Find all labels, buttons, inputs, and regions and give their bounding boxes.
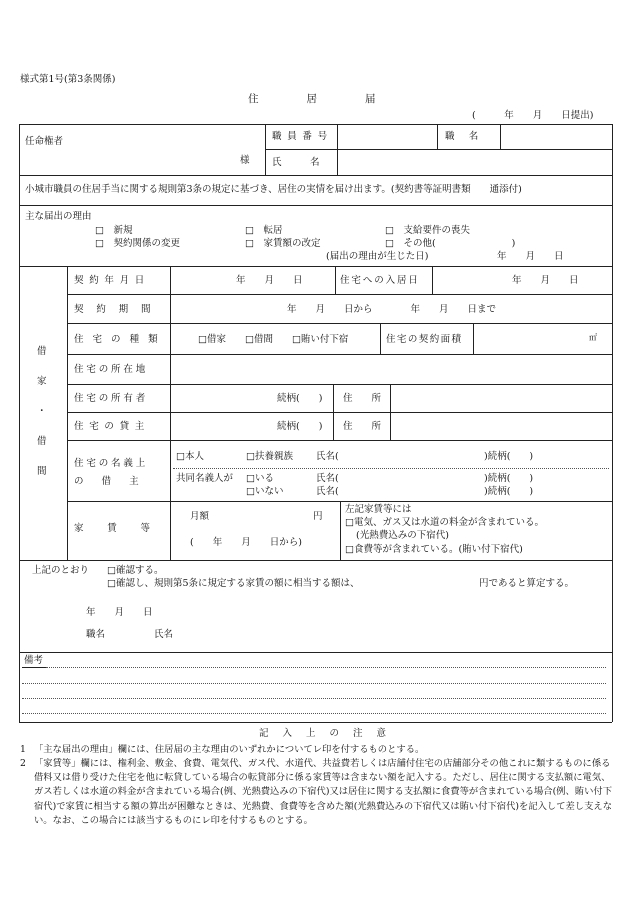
side-label-3: ・ — [37, 406, 47, 417]
staff-no-field[interactable] — [344, 128, 432, 146]
reason-new[interactable]: □ 新規 — [95, 225, 133, 236]
notes-title: 記入上の注意 — [259, 728, 401, 739]
name-field[interactable] — [344, 153, 604, 171]
rent-yen-unit: 円 — [313, 511, 323, 522]
reason-rent-change[interactable]: □ 家賃額の改定 — [245, 238, 321, 249]
reasons-label: 主な届出の理由 — [25, 211, 92, 222]
location-field[interactable] — [175, 358, 605, 378]
owner-relation[interactable]: 続柄( ) — [277, 393, 323, 404]
co-nominee-not-exists[interactable]: □いない — [246, 486, 284, 497]
rent-monthly-label: 月額 — [190, 511, 210, 522]
note-text: 「家賃等」欄には、権利金、敷金、食費、電気代、ガス代、水道代、共益費若しくは店舗付住宅の店舗部分その他これに類するものに係る借料又は借り受けた住宅を他に転貸している場合の転貸部分に係る家賃等は含まない額を記入する。ただし、居住に関する支払額に電気、ガス若しくは水道の料金が含まれている場合(例、光熱費込みの下宿代)又は居住に関する支払額に食費等が含まれている場合(例、賄い付下宿代)で家賃に相当する額の算出が困難なときは、光熱費、食費等を含めた額(光熱費込みの下宿代又は賄い付下宿代)を記入して差し支えない。なお、この場合には該当するものにレ印を付するものとする。 — [34, 758, 612, 826]
incl-utilities-note: (光熱費込みの下宿代) — [356, 530, 449, 541]
area-label: 住宅の契約面積 — [386, 334, 463, 345]
confirm-line2-end: 円であると算定する。 — [479, 578, 575, 589]
area-unit: ㎡ — [589, 333, 597, 342]
location-label: 住宅の所在地 — [74, 364, 149, 375]
side-label-5: 間 — [37, 466, 47, 477]
co-nominee-name-1: 氏名( — [316, 473, 339, 484]
confirm-name-label: 氏名 — [154, 629, 174, 640]
form-id: 様式第1号(第3条関係) — [20, 74, 116, 85]
move-in-label: 住宅への入居日 — [340, 275, 420, 286]
reason-other[interactable]: □ その他( ) — [385, 238, 516, 249]
reason-date-note: (届出の理由が生じた日) — [326, 251, 429, 262]
lessor-address-label: 住 所 — [343, 421, 382, 432]
move-in-field[interactable]: 年 月 日 — [512, 275, 579, 286]
period-field[interactable]: 年 月 日から 年 月 日まで — [287, 304, 497, 315]
co-nominee-name-2: 氏名( — [316, 486, 339, 497]
co-nominee-label: 共同名義人が — [176, 473, 234, 484]
co-nominee-relation-1[interactable]: )続柄( ) — [484, 473, 534, 484]
confirm-position-label: 職名 — [86, 629, 106, 640]
name-label: 氏名 — [272, 157, 349, 168]
co-nominee-exists[interactable]: □いる — [246, 473, 274, 484]
lessor-label: 住宅の貸主 — [74, 421, 151, 432]
position-label: 職名 — [445, 131, 493, 142]
contract-date-label: 契約年月日 — [74, 275, 151, 286]
page-title: 住居届 — [248, 93, 424, 105]
incl-utilities[interactable]: □電気、ガス又は水道の料金が含まれている。 — [345, 517, 544, 528]
staff-no-label: 職員番号 — [272, 131, 333, 142]
co-nominee-relation-2[interactable]: )続柄( ) — [484, 486, 534, 497]
nominee-name-1: 氏名( — [316, 451, 339, 462]
position-field[interactable] — [506, 128, 606, 146]
remarks-label: 備考 — [24, 655, 44, 666]
note-item — [20, 757, 612, 828]
nominee-label-2: の 借 主 — [74, 476, 143, 487]
incl-title: 左記家賃等には — [345, 504, 412, 515]
rent-from-date[interactable]: ( 年 月 日から) — [190, 537, 302, 548]
owner-address-label: 住 所 — [343, 393, 382, 404]
side-label-2: 家 — [37, 376, 47, 387]
lessor-relation[interactable]: 続柄( ) — [277, 421, 323, 432]
contract-date-field[interactable]: 年 月 日 — [236, 275, 303, 286]
rent-label: 家賃等 — [74, 523, 174, 534]
confirm-date[interactable]: 年 月 日 — [86, 607, 153, 618]
nominee-self[interactable]: □本人 — [176, 451, 204, 462]
type-label: 住宅の種類 — [74, 334, 167, 345]
confirm-check-1[interactable]: □確認する。 — [107, 565, 164, 576]
remarks-field[interactable] — [46, 656, 606, 718]
note-number: 2 — [20, 758, 26, 769]
submit-date: ( 年 月 日提出) — [472, 110, 594, 121]
reason-contract-change[interactable]: □ 契約関係の変更 — [95, 238, 180, 249]
period-label: 契約期間 — [74, 304, 164, 315]
confirm-check-2[interactable]: □確認し、規則第5条に規定する家賃の額に相当する額は、 — [107, 578, 360, 589]
intro-text: 小城市職員の住居手当に関する規則第3条の規定に基づき、居住の実情を届け出ます。(契約書等証明書類 通添付) — [25, 184, 522, 195]
incl-food[interactable]: □食費等が含まれている。(賄い付下宿代) — [345, 544, 523, 555]
appointer-label: 任命権者 — [25, 136, 64, 147]
reason-move[interactable]: □ 転居 — [245, 225, 283, 236]
note-item — [20, 743, 612, 757]
owner-label: 住宅の所有者 — [74, 393, 149, 404]
nominee-relation-1[interactable]: )続柄( ) — [484, 451, 534, 462]
sama-label: 様 — [240, 155, 250, 166]
nominee-label-1: 住宅の名義上 — [74, 458, 149, 469]
note-text: 「主な届出の理由」欄には、住居届の主な理由のいずれかについてレ印を付するものとする。 — [34, 744, 425, 755]
note-number: 1 — [20, 744, 26, 755]
reason-date-fields[interactable]: 年 月 日 — [497, 251, 564, 262]
reason-loss[interactable]: □ 支給要件の喪失 — [385, 225, 470, 236]
type-options[interactable]: □借家 □借間 □賄い付下宿 — [198, 334, 349, 345]
side-label-1: 借 — [37, 346, 47, 357]
nominee-dependent[interactable]: □扶養親族 — [246, 451, 293, 462]
confirm-prefix: 上記のとおり — [32, 565, 90, 576]
side-label-4: 借 — [37, 436, 47, 447]
